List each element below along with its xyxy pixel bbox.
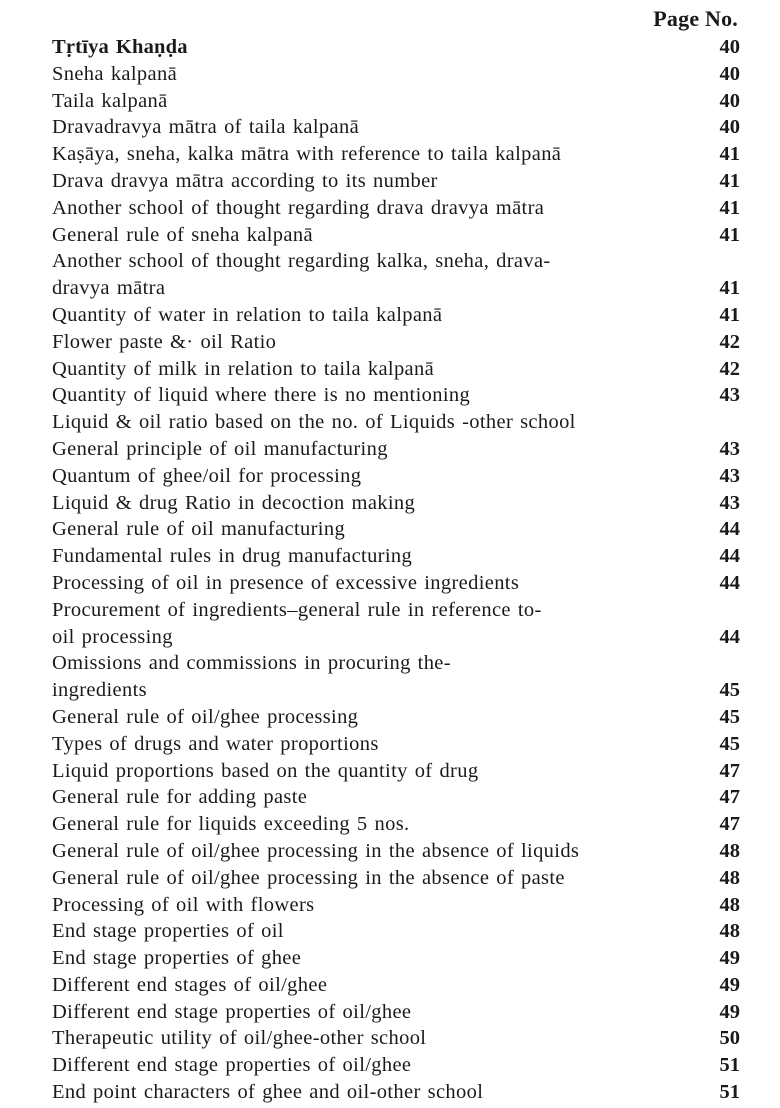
toc-entry-page-number: 44 (719, 545, 740, 568)
toc-entry-row[interactable] (52, 61, 740, 88)
toc-entry-row[interactable] (52, 34, 740, 61)
toc-entry-title: dravya mātra (52, 277, 166, 300)
toc-entry-title: Fundamental rules in drug manufacturing (52, 545, 413, 568)
toc-entry-row[interactable] (52, 758, 740, 785)
toc-entry-page-number: 42 (719, 357, 740, 380)
toc-entry-page-number: 48 (719, 839, 740, 862)
toc-entry-title: General rule for adding paste (52, 786, 308, 809)
toc-entry-row[interactable] (52, 409, 740, 436)
toc-entry-row[interactable] (52, 597, 740, 624)
toc-entry-title: Processing of oil in presence of excessive ingredients (52, 571, 520, 594)
toc-entry-page-number: 47 (719, 813, 740, 836)
toc-entry-row[interactable] (52, 570, 740, 597)
toc-entry-row[interactable] (52, 275, 740, 302)
toc-entry-title: oil processing (52, 625, 173, 648)
toc-entry-page-number: 43 (719, 464, 740, 487)
toc-entry-row[interactable] (52, 88, 740, 115)
toc-entry-row[interactable] (52, 490, 740, 517)
table-of-contents-list (52, 34, 740, 1106)
toc-entry-page-number: 51 (719, 1081, 740, 1104)
toc-entry-row[interactable] (52, 329, 740, 356)
toc-entry-page-number: 42 (719, 330, 740, 353)
toc-entry-row[interactable] (52, 356, 740, 383)
toc-entry-row[interactable] (52, 1079, 740, 1106)
toc-entry-row[interactable] (52, 463, 740, 490)
toc-entry-title: Dravadravya mātra of taila kalpanā (52, 116, 360, 139)
toc-entry-row[interactable] (52, 999, 740, 1026)
toc-entry-page-number: 48 (719, 893, 740, 916)
toc-entry-title: General rule of sneha kalpanā (52, 223, 313, 246)
toc-entry-title: End point characters of ghee and oil-other school (52, 1081, 484, 1104)
toc-entry-title: Taila kalpanā (52, 89, 168, 112)
toc-entry-title: Processing of oil with flowers (52, 893, 315, 916)
toc-entry-row[interactable] (52, 195, 740, 222)
toc-entry-page-number: 47 (719, 759, 740, 782)
toc-entry-title: Kaṣāya, sneha, kalka mātra with reference to taila kalpanā (52, 143, 562, 166)
toc-entry-page-number: 48 (719, 920, 740, 943)
toc-entry-title: Liquid & drug Ratio in decoction making (52, 491, 416, 514)
toc-entry-page-number: 44 (719, 518, 740, 541)
toc-entry-row[interactable] (52, 516, 740, 543)
toc-entry-title: Flower paste &· oil Ratio (52, 330, 277, 353)
toc-entry-row[interactable] (52, 168, 740, 195)
page-number-column-header (52, 6, 740, 32)
toc-entry-title: General rule for liquids exceeding 5 nos. (52, 813, 410, 836)
toc-entry-page-number: 40 (719, 36, 740, 58)
toc-entry-title: Drava dravya mātra according to its number (52, 169, 438, 192)
toc-entry-page-number: 45 (719, 732, 740, 755)
toc-entry-row[interactable] (52, 1025, 740, 1052)
toc-entry-row[interactable] (52, 784, 740, 811)
toc-entry-row[interactable] (52, 650, 740, 677)
toc-entry-title: Omissions and commissions in procuring the- (52, 652, 451, 675)
toc-entry-row[interactable] (52, 838, 740, 865)
toc-entry-page-number: 49 (719, 1000, 740, 1023)
toc-entry-row[interactable] (52, 543, 740, 570)
toc-entry-page-number: 40 (719, 62, 740, 85)
toc-entry-title: Different end stages of oil/ghee (52, 973, 328, 996)
toc-entry-title: Quantity of water in relation to taila kalpanā (52, 303, 443, 326)
toc-entry-title: Therapeutic utility of oil/ghee-other school (52, 1027, 427, 1050)
toc-entry-title: Liquid & oil ratio based on the no. of Liquids -other school (52, 411, 576, 434)
toc-entry-title: Types of drugs and water proportions (52, 732, 379, 755)
toc-entry-page-number: 41 (719, 277, 740, 300)
toc-entry-row[interactable] (52, 677, 740, 704)
toc-entry-title: Procurement of ingredients–general rule in reference to- (52, 598, 542, 621)
toc-entry-title: Liquid proportions based on the quantity of drug (52, 759, 479, 782)
toc-entry-row[interactable] (52, 436, 740, 463)
toc-entry-page-number: 40 (719, 89, 740, 112)
toc-entry-page-number: 45 (719, 679, 740, 702)
toc-entry-row[interactable] (52, 248, 740, 275)
toc-entry-row[interactable] (52, 382, 740, 409)
toc-entry-title: Different end stage properties of oil/ghee (52, 1054, 412, 1077)
toc-entry-page-number: 43 (719, 491, 740, 514)
toc-entry-page-number: 44 (719, 625, 740, 648)
toc-entry-row[interactable] (52, 865, 740, 892)
toc-entry-title: General principle of oil manufacturing (52, 437, 388, 460)
toc-entry-row[interactable] (52, 972, 740, 999)
toc-entry-row[interactable] (52, 222, 740, 249)
toc-entry-title: Quantum of ghee/oil for processing (52, 464, 362, 487)
toc-entry-page-number: 50 (719, 1027, 740, 1050)
toc-entry-title: Different end stage properties of oil/ghee (52, 1000, 412, 1023)
toc-entry-page-number: 41 (719, 169, 740, 192)
toc-entry-row[interactable] (52, 624, 740, 651)
toc-entry-page-number: 48 (719, 866, 740, 889)
toc-entry-page-number: 45 (719, 705, 740, 728)
toc-entry-title: Sneha kalpanā (52, 62, 178, 85)
toc-entry-page-number: 43 (719, 437, 740, 460)
toc-entry-row[interactable] (52, 1052, 740, 1079)
toc-entry-page-number: 49 (719, 947, 740, 970)
toc-entry-row[interactable] (52, 892, 740, 919)
toc-entry-page-number: 41 (719, 303, 740, 326)
toc-entry-title: End stage properties of ghee (52, 947, 302, 970)
toc-entry-page-number: 44 (719, 571, 740, 594)
toc-entry-title: End stage properties of oil (52, 920, 284, 943)
page-no-label: Page No. (653, 6, 738, 31)
toc-entry-row[interactable] (52, 704, 740, 731)
toc-entry-row[interactable] (52, 945, 740, 972)
toc-entry-title: General rule of oil manufacturing (52, 518, 346, 541)
toc-entry-row[interactable] (52, 114, 740, 141)
toc-entry-row[interactable] (52, 302, 740, 329)
toc-entry-title: ingredients (52, 679, 147, 702)
toc-entry-page-number: 51 (719, 1054, 740, 1077)
toc-entry-row[interactable] (52, 811, 740, 838)
toc-entry-title: Another school of thought regarding drava dravya mātra (52, 196, 545, 219)
toc-entry-page-number: 43 (719, 384, 740, 407)
toc-entry-title: Another school of thought regarding kalka, sneha, drava- (52, 250, 551, 273)
toc-entry-page-number: 47 (719, 786, 740, 809)
toc-entry-title: Quantity of milk in relation to taila kalpanā (52, 357, 435, 380)
toc-entry-row[interactable] (52, 731, 740, 758)
toc-entry-title: Tṛtīya Khaṇḍa (52, 36, 188, 58)
toc-entry-title: General rule of oil/ghee processing in the absence of paste (52, 866, 565, 889)
toc-entry-page-number: 49 (719, 973, 740, 996)
toc-entry-page-number: 40 (719, 116, 740, 139)
toc-entry-page-number: 41 (719, 196, 740, 219)
toc-entry-title: General rule of oil/ghee processing in the absence of liquids (52, 839, 580, 862)
toc-entry-title: General rule of oil/ghee processing (52, 705, 359, 728)
toc-entry-title: Quantity of liquid where there is no mentioning (52, 384, 471, 407)
toc-entry-page-number: 41 (719, 223, 740, 246)
toc-entry-row[interactable] (52, 918, 740, 945)
toc-entry-row[interactable] (52, 141, 740, 168)
toc-entry-page-number: 41 (719, 143, 740, 166)
